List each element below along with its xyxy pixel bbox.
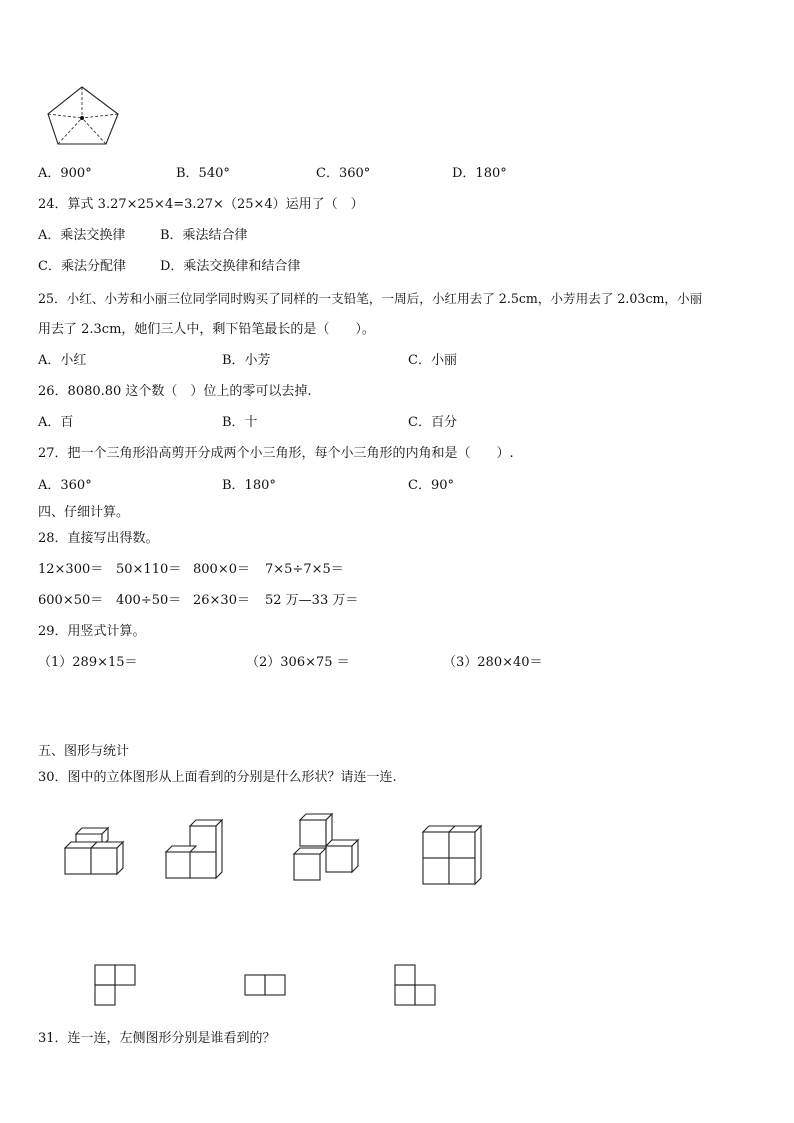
q28-item: 50×110＝ (116, 562, 182, 577)
solid-figure-3 (290, 812, 362, 884)
q29-item-2: （2）306×75 ＝ (246, 655, 350, 670)
q23-option-a[interactable]: A．900° (38, 166, 92, 181)
q31-stem: 31．连一连，左侧图形分别是谁看到的？ (38, 1031, 276, 1046)
q26-option-a[interactable]: A．百 (38, 415, 74, 430)
top-view-1 (94, 964, 138, 1006)
q30-stem: 30．图中的立体图形从上面看到的分别是什么形状？请连一连. (38, 770, 397, 785)
q24-option-c[interactable]: C．乘法分配律 (38, 259, 126, 274)
q28-item: 52 万—33 万＝ (265, 593, 359, 608)
q28-item: 12×300＝ (38, 562, 104, 577)
q28-item: 7×5÷7×5＝ (265, 562, 344, 577)
q25-option-c[interactable]: C．小丽 (408, 353, 457, 368)
q28-stem: 28．直接写出得数。 (38, 531, 159, 546)
q25-stem-line1: 25．小红、小芳和小丽三位同学同时购买了同样的一支铅笔，一周后，小红用去了 2.5cm，小芳用去了 2.03cm，小丽 (38, 291, 703, 306)
q24-option-d[interactable]: D．乘法交换律和结合律 (160, 259, 301, 274)
q26-stem: 26．8080.80 这个数（ ）位上的零可以去掉. (38, 384, 312, 399)
q29-stem: 29．用竖式计算。 (38, 624, 146, 639)
pentagon-figure (44, 84, 124, 148)
top-view-3 (394, 964, 438, 1006)
q29-item-1: （1）289×15＝ (38, 655, 138, 670)
solid-figure-2 (164, 818, 230, 880)
q23-option-d[interactable]: D．180° (452, 166, 507, 181)
q28-item: 600×50＝ (38, 593, 104, 608)
solid-figure-1 (62, 830, 128, 878)
q23-option-b[interactable]: B．540° (176, 166, 230, 181)
section4-title: 四、仔细计算。 (38, 505, 130, 520)
q26-option-b[interactable]: B．十 (222, 415, 258, 430)
top-view-2 (244, 974, 288, 996)
q29-item-3: （3）280×40＝ (443, 655, 543, 670)
q24-stem: 24．算式 3.27×25×4=3.27×（25×4）运用了（ ） (38, 197, 364, 212)
q24-option-a[interactable]: A．乘法交换律 (38, 228, 126, 243)
q25-stem-line2: 用去了 2.3cm，她们三人中，剩下铅笔最长的是（ ）。 (38, 322, 375, 337)
pentagon-center-dot (80, 116, 84, 120)
q28-item: 800×0＝ (193, 562, 250, 577)
q27-option-b[interactable]: B．180° (222, 478, 276, 493)
q28-item: 400÷50＝ (116, 593, 182, 608)
q24-option-b[interactable]: B．乘法结合律 (160, 228, 248, 243)
q27-option-a[interactable]: A．360° (38, 478, 92, 493)
q25-option-b[interactable]: B．小芳 (222, 353, 271, 368)
section5-title: 五、图形与统计 (38, 744, 130, 759)
solid-figure-4 (420, 824, 484, 886)
q23-option-c[interactable]: C．360° (316, 166, 371, 181)
q25-option-a[interactable]: A．小红 (38, 353, 87, 368)
q27-option-c[interactable]: C．90° (408, 478, 454, 493)
q27-stem: 27．把一个三角形沿高剪开分成两个小三角形，每个小三角形的内角和是（ ）. (38, 446, 514, 461)
q28-item: 26×30＝ (193, 593, 250, 608)
q26-option-c[interactable]: C．百分 (408, 415, 457, 430)
